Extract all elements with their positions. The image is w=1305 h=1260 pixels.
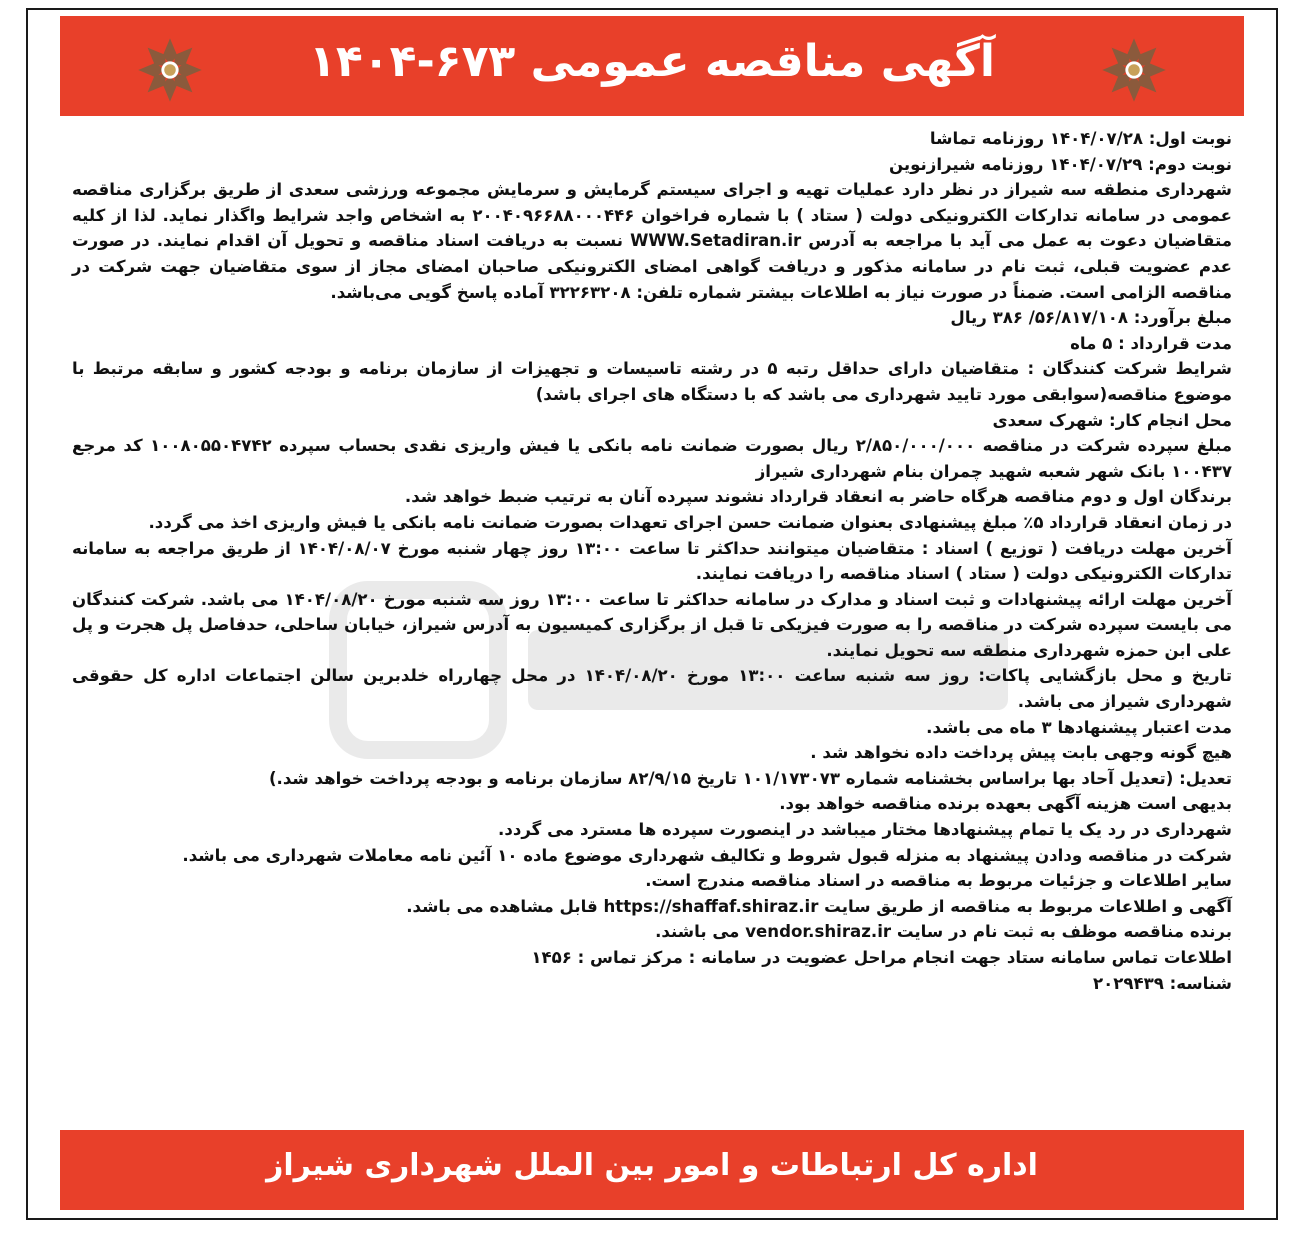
acceptance-clause: شرکت در مناقصه ودادن پیشنهاد به منزله قبول شروط و تکالیف شهرداری موضوع ماده ۱۰ آئین نامه معاملات شهرداری می باشد. (182, 845, 1232, 865)
setad-contact: اطلاعات تماس سامانه ستاد جهت انجام مراحل عضویت در سامانه : مرکز تماس : ۱۴۵۶ (531, 948, 1232, 967)
rejection-right: شهرداری در رد یک یا تمام پیشنهادها مختار میباشد در اینصورت سپرده ها مسترد می گردد. (498, 820, 1232, 840)
municipality-logo-icon (1098, 34, 1170, 106)
no-prepayment: هیچ گونه وجهی بابت پیش پرداخت داده نخواهد شد . (810, 743, 1232, 763)
notice-title: آگهی مناقصه عمومی ۶۷۳-۱۴۰۴ (309, 36, 995, 87)
document-deadline: آخرین مهلت دریافت ( توزیع ) اسناد : متقاضیان میتوانند حداکثر تا ساعت ۱۳:۰۰ روز چهار شنبه مورخ ۱۴۰۴/۰۸/۰۷ از طریق مراجعه به سامانه تدارکات الکترونیکی دولت ( ستاد ) اسناد مناقصه را دریافت نمایند. (72, 538, 1232, 584)
notice-id: شناسه: ۲۰۲۹۴۳۹ (1092, 973, 1232, 993)
second-publication: نوبت دوم: ۱۴۰۴/۰۷/۲۹ روزنامه شیرازنوین (888, 154, 1232, 174)
footer-band (60, 1130, 1244, 1210)
performance-guarantee: در زمان انعقاد قرارداد ۵٪ مبلغ پیشنهادی بعنوان ضمانت حسن اجرای تعهدات بصورت ضمانت نامه بانکی یا فیش واریزی اخذ می گردد. (148, 512, 1232, 532)
vendor-site: برنده مناقصه موظف به ثبت نام در سایت vendor.shiraz.ir می باشند. (655, 922, 1232, 942)
header-band (60, 16, 1244, 116)
footer-text: اداره کل ارتباطات و امور بین الملل شهرداری شیراز (266, 1148, 1038, 1183)
work-location: محل انجام کار: شهرک سعدی (992, 410, 1232, 430)
other-info: سایر اطلاعات و جزئیات مربوط به مناقصه در اسناد مناقصه مندرج است. (645, 871, 1232, 891)
price-adjustment: تعدیل: (تعدیل آحاد بها براساس بخشنامه شماره ۱۰۱/۱۷۳۰۷۳ تاریخ ۸۲/۹/۱۵ سازمان برنامه و بودجه پرداخت خواهد شد.) (268, 768, 1232, 788)
ad-cost: بدیهی است هزینه آگهی بعهده برنده مناقصه خواهد بود. (779, 794, 1232, 814)
first-publication: نوبت اول: ۱۴۰۴/۰۷/۲۸ روزنامه تماشا (929, 129, 1232, 148)
submission-deadline: آخرین مهلت ارائه پیشنهادات و ثبت اسناد و مدارک در سامانه حداکثر تا ساعت ۱۳:۰۰ روز سه شنبه مورخ ۱۴۰۴/۰۸/۲۰ می باشد. شرکت کنندگان می بایست سپرده شرکت در مناقصه را به صورت فیزیکی تا قبل از برگزاری کمیسیون به آدرس شیراز، خیابان ساحلی، حدفاصل پل هجرت و پل علی ابن حمزه شهرداری منطقه سه تحویل نمایند. (72, 589, 1232, 660)
opening-date: تاریخ و محل بازگشایی پاکات: روز سه شنبه ساعت ۱۳:۰۰ مورخ ۱۴۰۴/۰۸/۲۰ در محل چهارراه خلدبرین سالن اجتماعات اداره کل حقوقی شهرداری شیراز می باشد. (72, 666, 1232, 712)
shaffaf-site: آگهی و اطلاعات مربوط به مناقصه از طریق سایت https://shaffaf.shiraz.ir قابل مشاهده می باشد. (406, 896, 1232, 916)
deposit-forfeit: برندگان اول و دوم مناقصه هرگاه حاضر به انعقاد قرارداد نشوند سپرده آنان به ترتیب ضبط خواهد شد. (404, 487, 1232, 507)
participant-conditions: شرایط شرکت کنندگان : متقاضیان دارای حداقل رتبه ۵ در رشته تاسیسات و تجهیزات از سازمان برنامه و بودجه کشور و سابقه مرتبط با موضوع مناقصه(سوابقی مورد تایید شهرداری می باشد که با دستگاه های اجرای باشد) (72, 359, 1233, 404)
validity-period: مدت اعتبار پیشنهادها ۳ ماه می باشد. (926, 717, 1232, 737)
estimated-amount: مبلغ برآورد: ۵۶/۸۱۷/۱۰۸/ ۳۸۶ ریال (950, 308, 1232, 328)
intro-paragraph: شهرداری منطقه سه شیراز در نظر دارد عملیات تهیه و اجرای سیستم گرمایش و سرمایش مجموعه ورزشی سعدی از طریق برگزاری مناقصه عمومی در سامانه تدارکات الکترونیکی دولت ( ستاد ) با شماره فراخوان ۲۰۰۴۰۹۶۶۸۸۰۰۰۴۴۶ به اشخاص واجد شرایط واگذار نماید. لذا از کلیه متقاضیان دعوت به عمل می آید با مراجعه به آدرس WWW.Setadiran.ir نسبت به دریافت اسناد مناقصه و تحویل آن اقدام نمایند. در صورت عدم عضویت قبلی، ثبت نام در سامانه مذکور و دریافت گواهی امضای الکترونیکی صاحبان امضای مجاز از سوی متقاضیان جهت شرکت در مناقصه الزامی است. ضمناً در صورت نیاز به اطلاعات بیشتر شماره تلفن: ۳۲۲۶۳۲۰۸ آماده پاسخ گویی می‌باشد. (72, 180, 1233, 302)
notice-body (72, 126, 1232, 1120)
contract-duration: مدت قرارداد : ۵ ماه (1070, 333, 1232, 353)
deposit-amount: مبلغ سپرده شرکت در مناقصه ۲/۸۵۰/۰۰۰/۰۰۰ ریال بصورت ضمانت نامه بانکی یا فیش واریزی نقدی بحساب سپرده ۱۰۰۸۰۵۵۰۴۷۴۲ کد مرجع ۱۰۰۴۳۷ بانک شهر شعبه شهید چمران بنام شهرداری شیراز (72, 436, 1232, 481)
notice-frame (26, 8, 1278, 1220)
